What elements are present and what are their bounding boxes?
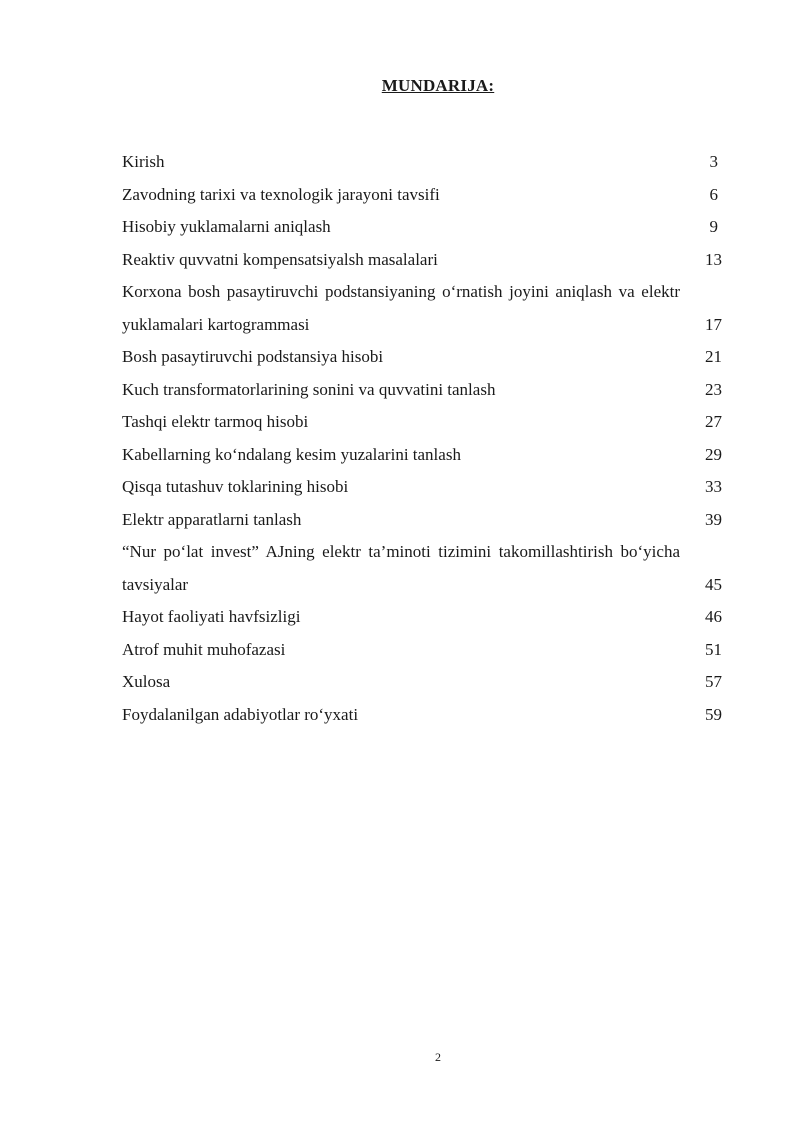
toc-entry-page: 27: [705, 412, 722, 431]
toc-entry-title: Kabellarning ko‘ndalang kesim yuzalarini tanlash: [122, 444, 461, 464]
toc-entry-title: Reaktiv quvvatni kompensatsiyalsh masalalari: [122, 249, 438, 269]
toc-entry-title: Bosh pasaytiruvchi podstansiya hisobi: [122, 347, 384, 366]
toc-entry-page: 59: [705, 704, 722, 724]
toc-entry: [122, 699, 722, 732]
table-of-contents: [122, 146, 722, 731]
toc-entry-title: Foydalanilgan adabiyotlar ro‘yxati: [122, 704, 359, 724]
toc-entry: [122, 666, 722, 699]
toc-entry: [122, 211, 722, 244]
toc-entry-title: Zavodning tarixi va texnologik jarayoni tavsifi: [122, 184, 440, 204]
toc-entry-page: 29: [705, 444, 722, 464]
toc-entry-title: “Nur po‘lat invest” AJning elektr ta’minoti tizimini takomillashtirish bo‘yicha tavsiyalar: [122, 542, 680, 594]
toc-entry: [122, 374, 722, 407]
toc-entry-title: Hisobiy yuklamalarni aniqlash: [122, 217, 331, 236]
toc-entry-page: 57: [705, 672, 722, 691]
toc-entry-page: 45: [705, 574, 722, 594]
toc-entry-page: 39: [705, 509, 722, 529]
toc-entry-page: 17: [705, 314, 722, 334]
toc-entry-page: 13: [705, 249, 722, 269]
toc-entry-title: Qisqa tutashuv toklarining hisobi: [122, 477, 349, 496]
toc-entry-page: 46: [705, 607, 722, 626]
toc-entry: [122, 504, 722, 537]
toc-entry-title: Korxona bosh pasaytiruvchi podstansiyaning o‘rnatish joyini aniqlash va elektr yuklamalari kartogrammasi: [122, 282, 680, 334]
toc-entry-page: 23: [705, 379, 722, 399]
page-title: MUNDARIJA:: [381, 76, 495, 95]
toc-entry-title: Xulosa: [122, 672, 171, 691]
toc-entry-page: 3: [709, 152, 718, 171]
toc-entry-page: 33: [705, 477, 722, 496]
toc-entry-title: Atrof muhit muhofazasi: [122, 639, 286, 659]
toc-entry-title: Hayot faoliyati havfsizligi: [122, 607, 301, 626]
toc-entry: [122, 439, 722, 472]
toc-entry-page: 6: [709, 184, 718, 204]
toc-entry: [122, 601, 722, 634]
toc-entry: [122, 341, 722, 374]
toc-entry: [122, 536, 722, 601]
toc-entry-page: 9: [709, 217, 718, 236]
toc-entry: [122, 471, 722, 504]
toc-entry: [122, 634, 722, 667]
toc-entry-title: Kirish: [122, 152, 165, 171]
toc-entry: [122, 244, 722, 277]
toc-entry-title: Elektr apparatlarni tanlash: [122, 509, 302, 529]
toc-entry: [122, 406, 722, 439]
toc-entry: [122, 146, 722, 179]
toc-entry-title: Kuch transformatorlarining sonini va quvvatini tanlash: [122, 379, 496, 399]
toc-entry-page: 51: [705, 639, 722, 659]
toc-entry: [122, 179, 722, 212]
toc-entry-title: Tashqi elektr tarmoq hisobi: [122, 412, 309, 431]
page-number: 2: [435, 1050, 441, 1064]
toc-entry-page: 21: [705, 347, 722, 366]
toc-entry: [122, 276, 722, 341]
